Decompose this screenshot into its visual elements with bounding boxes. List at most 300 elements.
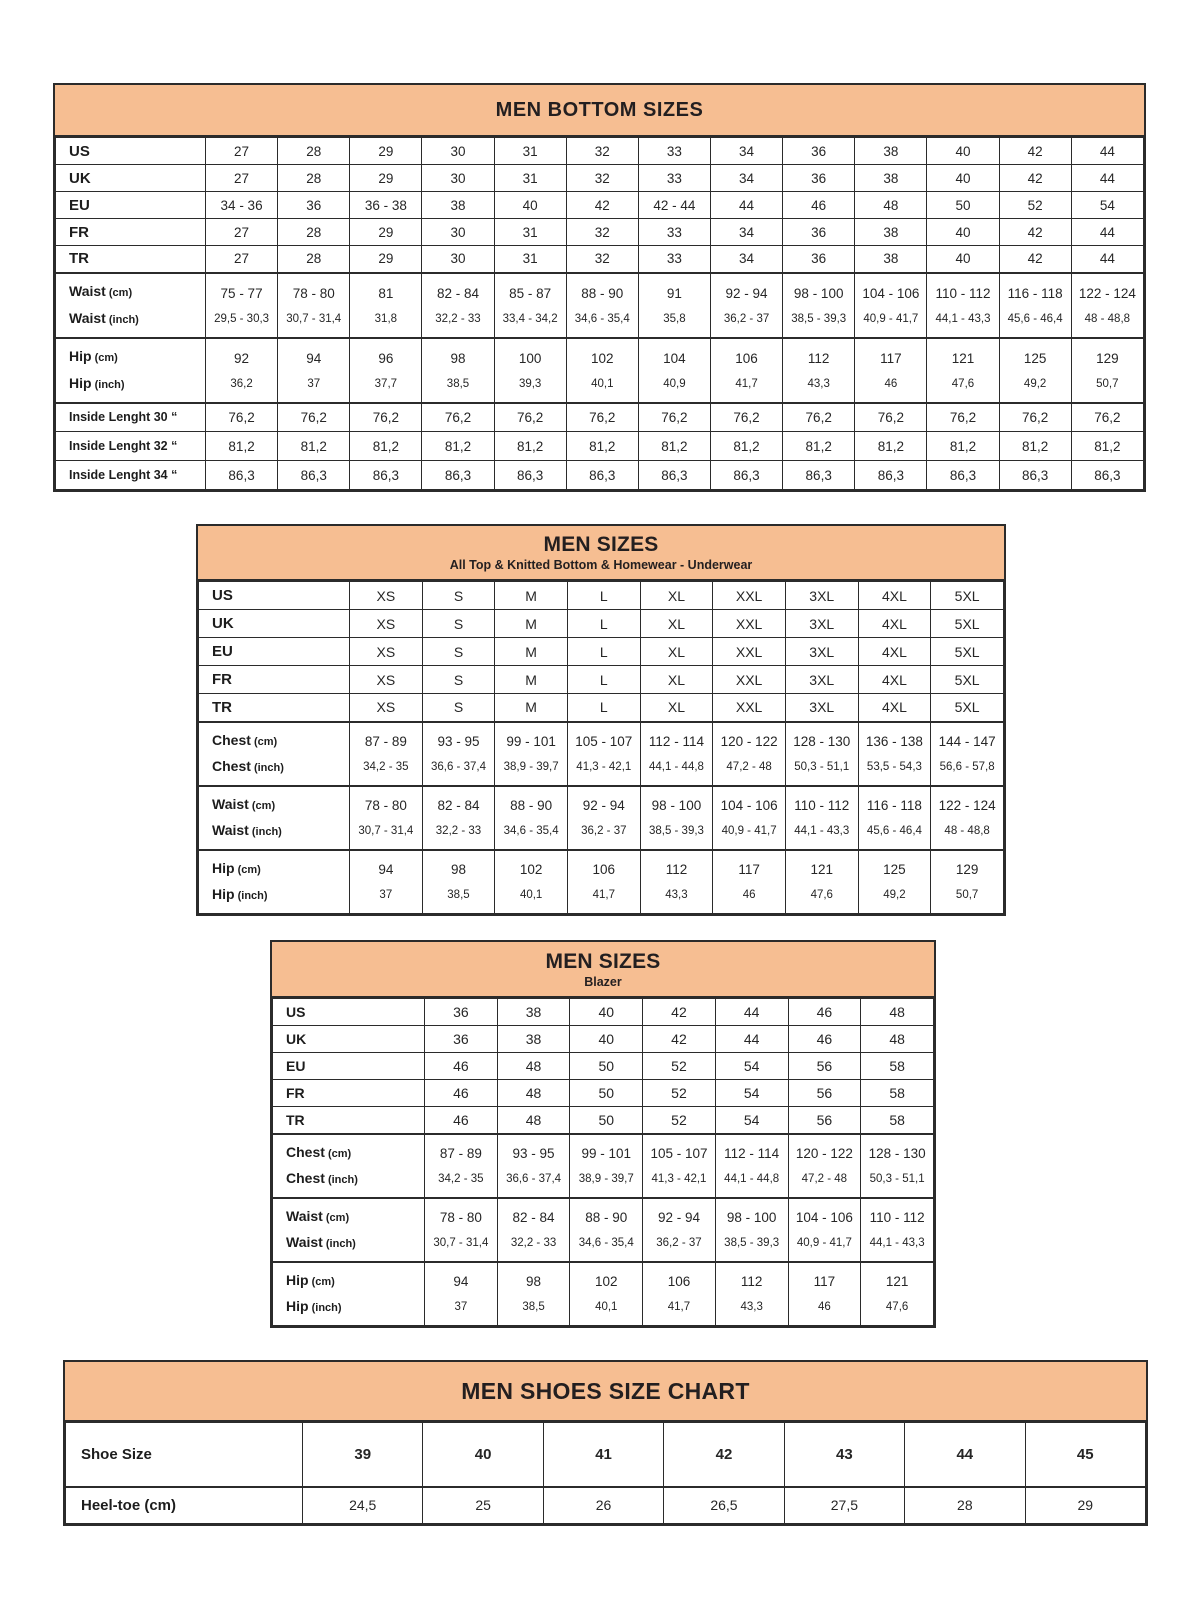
size-cell: 36: [783, 165, 855, 192]
size-cell: 98 - 100 38,5 - 39,3: [715, 1198, 788, 1262]
size-cell: 43: [784, 1423, 904, 1487]
size-cell: 75 - 77 29,5 - 30,3: [206, 273, 278, 338]
size-cell: 81,2: [638, 432, 710, 461]
size-cell: L: [567, 694, 640, 722]
size-cell: 116 - 118 45,6 - 46,4: [858, 786, 931, 850]
size-row: [199, 694, 1004, 722]
size-cell: 117 46: [788, 1262, 861, 1326]
size-cell: 38: [422, 192, 494, 219]
size-cell: 81,2: [1071, 432, 1143, 461]
size-cell: 46: [788, 999, 861, 1026]
size-cell: 34: [710, 165, 782, 192]
row-label: Hip (cm) Hip (inch): [56, 338, 206, 403]
row-label: Hip (cm) Hip (inch): [199, 850, 350, 914]
size-row: [273, 1107, 934, 1134]
size-cell: 36: [783, 246, 855, 273]
size-cell: 91 35,8: [638, 273, 710, 338]
table-title: MEN SIZES: [545, 949, 661, 973]
size-cell: 106 41,7: [710, 338, 782, 403]
size-cell: 129 50,7: [931, 850, 1004, 914]
size-cell: XL: [640, 666, 713, 694]
size-cell: 34: [710, 219, 782, 246]
size-cell: XL: [640, 582, 713, 610]
size-cell: 128 - 130 50,3 - 51,1: [785, 722, 858, 786]
size-cell: 121 47,6: [785, 850, 858, 914]
size-cell: 27: [206, 165, 278, 192]
size-cell: 54: [715, 1080, 788, 1107]
size-cell: 34 - 36: [206, 192, 278, 219]
size-cell: 40: [927, 138, 999, 165]
size-cell: 76,2: [999, 403, 1071, 432]
size-cell: 121 47,6: [861, 1262, 934, 1326]
size-cell: 26,5: [664, 1487, 784, 1524]
size-cell: 31: [494, 138, 566, 165]
size-cell: 58: [861, 1080, 934, 1107]
size-cell: 92 - 94 36,2 - 37: [643, 1198, 716, 1262]
size-cell: 32: [566, 165, 638, 192]
size-cell: 44: [710, 192, 782, 219]
size-cell: 5XL: [931, 666, 1004, 694]
size-cell: 144 - 147 56,6 - 57,8: [931, 722, 1004, 786]
size-cell: 98 38,5: [422, 850, 495, 914]
size-cell: XS: [350, 610, 423, 638]
size-cell: 46: [425, 1053, 498, 1080]
size-cell: 98 - 100 38,5 - 39,3: [640, 786, 713, 850]
size-cell: 50: [570, 1080, 643, 1107]
row-label: Inside Lenght 32 “: [56, 432, 206, 461]
size-cell: 36: [425, 999, 498, 1026]
size-cell: 52: [643, 1080, 716, 1107]
size-cell: 36: [425, 1026, 498, 1053]
size-row: [66, 1423, 1146, 1487]
size-cell: 38: [855, 219, 927, 246]
size-cell: XL: [640, 638, 713, 666]
size-cell: 110 - 112 44,1 - 43,3: [861, 1198, 934, 1262]
size-cell: 86,3: [206, 461, 278, 490]
size-cell: 87 - 89 34,2 - 35: [425, 1134, 498, 1198]
row-label: EU: [199, 638, 350, 666]
size-cell: XS: [350, 582, 423, 610]
size-cell: 34: [710, 246, 782, 273]
row-label: UK: [56, 165, 206, 192]
size-cell: 88 - 90 34,6 - 35,4: [570, 1198, 643, 1262]
size-cell: 112 43,3: [640, 850, 713, 914]
size-cell: 117 46: [713, 850, 786, 914]
size-cell: 30: [422, 138, 494, 165]
size-cell: 86,3: [783, 461, 855, 490]
size-cell: 122 - 124 48 - 48,8: [1071, 273, 1143, 338]
size-cell: 38: [855, 138, 927, 165]
size-cell: 81,2: [855, 432, 927, 461]
size-cell: 81 31,8: [350, 273, 422, 338]
size-cell: 58: [861, 1053, 934, 1080]
size-cell: 32: [566, 219, 638, 246]
size-cell: 129 50,7: [1071, 338, 1143, 403]
size-cell: 36: [783, 219, 855, 246]
size-cell: 98 38,5: [497, 1262, 570, 1326]
size-row: [199, 610, 1004, 638]
size-cell: 3XL: [785, 582, 858, 610]
table-header: [198, 526, 1004, 581]
size-cell: 40: [494, 192, 566, 219]
size-cell: 46: [425, 1107, 498, 1134]
size-cell: 48: [497, 1107, 570, 1134]
row-label: UK: [199, 610, 350, 638]
size-cell: 81,2: [494, 432, 566, 461]
size-cell: 86,3: [1071, 461, 1143, 490]
size-cell: 42: [999, 219, 1071, 246]
size-cell: 52: [643, 1107, 716, 1134]
size-cell: 29: [350, 219, 422, 246]
size-cell: 98 38,5: [422, 338, 494, 403]
size-cell: 27: [206, 138, 278, 165]
size-cell: 44: [1071, 219, 1143, 246]
size-cell: 112 43,3: [715, 1262, 788, 1326]
size-row: [199, 638, 1004, 666]
size-cell: 105 - 107 41,3 - 42,1: [567, 722, 640, 786]
table-header: [55, 85, 1144, 137]
row-label: FR: [56, 219, 206, 246]
row-label: Chest (cm) Chest (inch): [273, 1134, 425, 1198]
size-cell: 30: [422, 219, 494, 246]
size-cell: 76,2: [278, 403, 350, 432]
size-cell: 30: [422, 246, 494, 273]
row-label: Hip (cm) Hip (inch): [273, 1262, 425, 1326]
size-cell: 4XL: [858, 610, 931, 638]
size-cell: 125 49,2: [858, 850, 931, 914]
table-title: MEN SIZES: [543, 533, 659, 556]
size-cell: S: [422, 610, 495, 638]
size-cell: 86,3: [927, 461, 999, 490]
men-sizes-blazer-table: [270, 940, 936, 1328]
size-cell: 28: [278, 138, 350, 165]
row-label: US: [199, 582, 350, 610]
size-cell: 28: [278, 246, 350, 273]
size-cell: M: [495, 582, 568, 610]
size-cell: 56: [788, 1107, 861, 1134]
size-cell: 76,2: [206, 403, 278, 432]
size-cell: 48: [497, 1080, 570, 1107]
size-cell: 25: [423, 1487, 543, 1524]
size-cell: 106 41,7: [567, 850, 640, 914]
size-row: [273, 1198, 934, 1262]
size-cell: 27: [206, 246, 278, 273]
size-cell: 125 49,2: [999, 338, 1071, 403]
size-cell: 50: [927, 192, 999, 219]
size-cell: 81,2: [999, 432, 1071, 461]
size-cell: M: [495, 638, 568, 666]
size-cell: 128 - 130 50,3 - 51,1: [861, 1134, 934, 1198]
size-cell: 112 - 114 44,1 - 44,8: [640, 722, 713, 786]
size-cell: M: [495, 694, 568, 722]
size-cell: 76,2: [422, 403, 494, 432]
size-cell: 105 - 107 41,3 - 42,1: [643, 1134, 716, 1198]
size-cell: 76,2: [350, 403, 422, 432]
size-row: [56, 432, 1144, 461]
size-cell: 88 - 90 34,6 - 35,4: [495, 786, 568, 850]
size-cell: 86,3: [999, 461, 1071, 490]
size-cell: 39: [303, 1423, 423, 1487]
size-cell: 45: [1025, 1423, 1145, 1487]
size-cell: 24,5: [303, 1487, 423, 1524]
size-cell: 76,2: [710, 403, 782, 432]
size-cell: 40: [927, 165, 999, 192]
size-row: [273, 1026, 934, 1053]
size-cell: 33: [638, 219, 710, 246]
size-cell: 5XL: [931, 638, 1004, 666]
size-cell: 96 37,7: [350, 338, 422, 403]
size-cell: 4XL: [858, 666, 931, 694]
table-subtitle: Blazer: [584, 974, 622, 989]
size-cell: 86,3: [855, 461, 927, 490]
size-cell: 48: [861, 1026, 934, 1053]
row-label: EU: [273, 1053, 425, 1080]
size-cell: L: [567, 666, 640, 694]
size-cell: 28: [278, 165, 350, 192]
size-cell: 34: [710, 138, 782, 165]
size-cell: 36: [783, 138, 855, 165]
size-cell: XS: [350, 694, 423, 722]
size-cell: 52: [999, 192, 1071, 219]
size-cell: 42 - 44: [638, 192, 710, 219]
size-cell: L: [567, 610, 640, 638]
row-label: Inside Lenght 30 “: [56, 403, 206, 432]
size-cell: 50: [570, 1053, 643, 1080]
size-cell: 136 - 138 53,5 - 54,3: [858, 722, 931, 786]
size-cell: S: [422, 666, 495, 694]
size-cell: 92 - 94 36,2 - 37: [710, 273, 782, 338]
size-cell: 29: [350, 165, 422, 192]
size-cell: 86,3: [278, 461, 350, 490]
size-row: [273, 999, 934, 1026]
size-cell: 86,3: [638, 461, 710, 490]
size-cell: 3XL: [785, 610, 858, 638]
size-grid: [198, 581, 1004, 914]
size-row: [56, 165, 1144, 192]
size-cell: 42: [643, 999, 716, 1026]
size-cell: 40: [570, 999, 643, 1026]
size-cell: 78 - 80 30,7 - 31,4: [278, 273, 350, 338]
size-cell: 86,3: [350, 461, 422, 490]
size-cell: 76,2: [783, 403, 855, 432]
size-cell: 94 37: [278, 338, 350, 403]
size-cell: 41: [543, 1423, 663, 1487]
size-row: [56, 219, 1144, 246]
size-row: [273, 1262, 934, 1326]
size-cell: M: [495, 610, 568, 638]
size-cell: 56: [788, 1080, 861, 1107]
size-cell: 29: [350, 138, 422, 165]
row-label: TR: [199, 694, 350, 722]
size-cell: 102 40,1: [566, 338, 638, 403]
size-cell: 4XL: [858, 638, 931, 666]
size-cell: 93 - 95 36,6 - 37,4: [422, 722, 495, 786]
size-cell: 3XL: [785, 666, 858, 694]
size-cell: 5XL: [931, 694, 1004, 722]
size-row: [56, 461, 1144, 490]
size-cell: 33: [638, 138, 710, 165]
row-label: Heel-toe (cm): [66, 1487, 303, 1524]
row-label: EU: [56, 192, 206, 219]
size-cell: 86,3: [710, 461, 782, 490]
size-cell: 81,2: [710, 432, 782, 461]
size-cell: 85 - 87 33,4 - 34,2: [494, 273, 566, 338]
size-cell: 82 - 84 32,2 - 33: [422, 786, 495, 850]
size-cell: 40: [927, 246, 999, 273]
size-cell: 112 43,3: [783, 338, 855, 403]
size-cell: XXL: [713, 666, 786, 694]
size-cell: 54: [715, 1107, 788, 1134]
size-cell: 44: [1071, 246, 1143, 273]
size-cell: 93 - 95 36,6 - 37,4: [497, 1134, 570, 1198]
row-label: TR: [56, 246, 206, 273]
table-header: [272, 942, 934, 998]
row-label: TR: [273, 1107, 425, 1134]
table-title: MEN BOTTOM SIZES: [495, 98, 704, 121]
size-row: [56, 192, 1144, 219]
size-row: [199, 582, 1004, 610]
row-label: Waist (cm) Waist (inch): [273, 1198, 425, 1262]
size-cell: 81,2: [927, 432, 999, 461]
size-cell: 42: [566, 192, 638, 219]
table-header: [65, 1362, 1146, 1422]
size-cell: 31: [494, 165, 566, 192]
size-cell: 94 37: [425, 1262, 498, 1326]
size-cell: 92 36,2: [206, 338, 278, 403]
size-cell: 38: [497, 999, 570, 1026]
size-cell: 76,2: [566, 403, 638, 432]
row-label: FR: [273, 1080, 425, 1107]
size-cell: 76,2: [494, 403, 566, 432]
size-cell: S: [422, 694, 495, 722]
size-cell: 88 - 90 34,6 - 35,4: [566, 273, 638, 338]
size-cell: 36 - 38: [350, 192, 422, 219]
size-cell: 54: [1071, 192, 1143, 219]
size-grid: [272, 998, 934, 1326]
size-cell: XXL: [713, 582, 786, 610]
size-cell: 38: [497, 1026, 570, 1053]
size-cell: 32: [566, 246, 638, 273]
size-cell: 46: [783, 192, 855, 219]
size-cell: 104 40,9: [638, 338, 710, 403]
size-cell: 44: [1071, 165, 1143, 192]
size-cell: 42: [999, 246, 1071, 273]
size-cell: 48: [855, 192, 927, 219]
size-cell: XXL: [713, 610, 786, 638]
table-title: MEN SHOES SIZE CHART: [461, 1377, 750, 1404]
size-cell: 29: [1025, 1487, 1145, 1524]
size-cell: 48: [497, 1053, 570, 1080]
size-cell: 104 - 106 40,9 - 41,7: [788, 1198, 861, 1262]
size-cell: 54: [715, 1053, 788, 1080]
size-cell: 81,2: [278, 432, 350, 461]
size-cell: 99 - 101 38,9 - 39,7: [570, 1134, 643, 1198]
size-cell: 3XL: [785, 638, 858, 666]
size-cell: XS: [350, 666, 423, 694]
size-cell: 116 - 118 45,6 - 46,4: [999, 273, 1071, 338]
size-cell: 4XL: [858, 582, 931, 610]
size-cell: 50: [570, 1107, 643, 1134]
size-cell: 28: [905, 1487, 1025, 1524]
size-cell: 110 - 112 44,1 - 43,3: [927, 273, 999, 338]
size-cell: 102 40,1: [570, 1262, 643, 1326]
size-cell: 44: [715, 1026, 788, 1053]
size-cell: XL: [640, 610, 713, 638]
size-cell: 36: [278, 192, 350, 219]
size-cell: 48: [861, 999, 934, 1026]
size-cell: 121 47,6: [927, 338, 999, 403]
size-grid: [55, 137, 1144, 490]
row-label: Shoe Size: [66, 1423, 303, 1487]
size-cell: 120 - 122 47,2 - 48: [788, 1134, 861, 1198]
size-cell: 76,2: [1071, 403, 1143, 432]
size-row: [56, 403, 1144, 432]
size-cell: 76,2: [927, 403, 999, 432]
size-row: [273, 1080, 934, 1107]
row-label: FR: [199, 666, 350, 694]
men-sizes-tops-table: [196, 524, 1006, 916]
size-cell: 81,2: [422, 432, 494, 461]
size-cell: 78 - 80 30,7 - 31,4: [350, 786, 423, 850]
size-cell: 82 - 84 32,2 - 33: [422, 273, 494, 338]
size-cell: 76,2: [638, 403, 710, 432]
size-cell: 5XL: [931, 582, 1004, 610]
size-cell: 42: [664, 1423, 784, 1487]
size-cell: 42: [643, 1026, 716, 1053]
size-cell: 81,2: [566, 432, 638, 461]
size-cell: 100 39,3: [494, 338, 566, 403]
size-cell: 104 - 106 40,9 - 41,7: [855, 273, 927, 338]
size-cell: 3XL: [785, 694, 858, 722]
size-row: [56, 338, 1144, 403]
size-cell: 106 41,7: [643, 1262, 716, 1326]
men-bottom-sizes-table: [53, 83, 1146, 492]
size-cell: 44: [1071, 138, 1143, 165]
size-grid: [65, 1422, 1146, 1524]
size-cell: 110 - 112 44,1 - 43,3: [785, 786, 858, 850]
size-cell: 32: [566, 138, 638, 165]
size-row: [199, 722, 1004, 786]
size-cell: 104 - 106 40,9 - 41,7: [713, 786, 786, 850]
size-cell: 44: [715, 999, 788, 1026]
size-row: [273, 1134, 934, 1198]
row-label: Waist (cm) Waist (inch): [56, 273, 206, 338]
size-row: [199, 666, 1004, 694]
size-cell: 78 - 80 30,7 - 31,4: [425, 1198, 498, 1262]
size-cell: 5XL: [931, 610, 1004, 638]
size-cell: XL: [640, 694, 713, 722]
size-cell: 42: [999, 138, 1071, 165]
size-row: [56, 246, 1144, 273]
size-row: [273, 1053, 934, 1080]
size-cell: 58: [861, 1107, 934, 1134]
size-cell: S: [422, 638, 495, 666]
size-cell: 117 46: [855, 338, 927, 403]
size-cell: 28: [278, 219, 350, 246]
men-shoes-size-chart-table: [63, 1360, 1148, 1526]
size-cell: 38: [855, 165, 927, 192]
size-cell: 33: [638, 165, 710, 192]
size-cell: M: [495, 666, 568, 694]
size-cell: 33: [638, 246, 710, 273]
size-cell: 40: [927, 219, 999, 246]
size-cell: 87 - 89 34,2 - 35: [350, 722, 423, 786]
size-cell: 86,3: [422, 461, 494, 490]
size-cell: XXL: [713, 694, 786, 722]
size-cell: 27,5: [784, 1487, 904, 1524]
size-cell: 44: [905, 1423, 1025, 1487]
size-cell: 46: [788, 1026, 861, 1053]
